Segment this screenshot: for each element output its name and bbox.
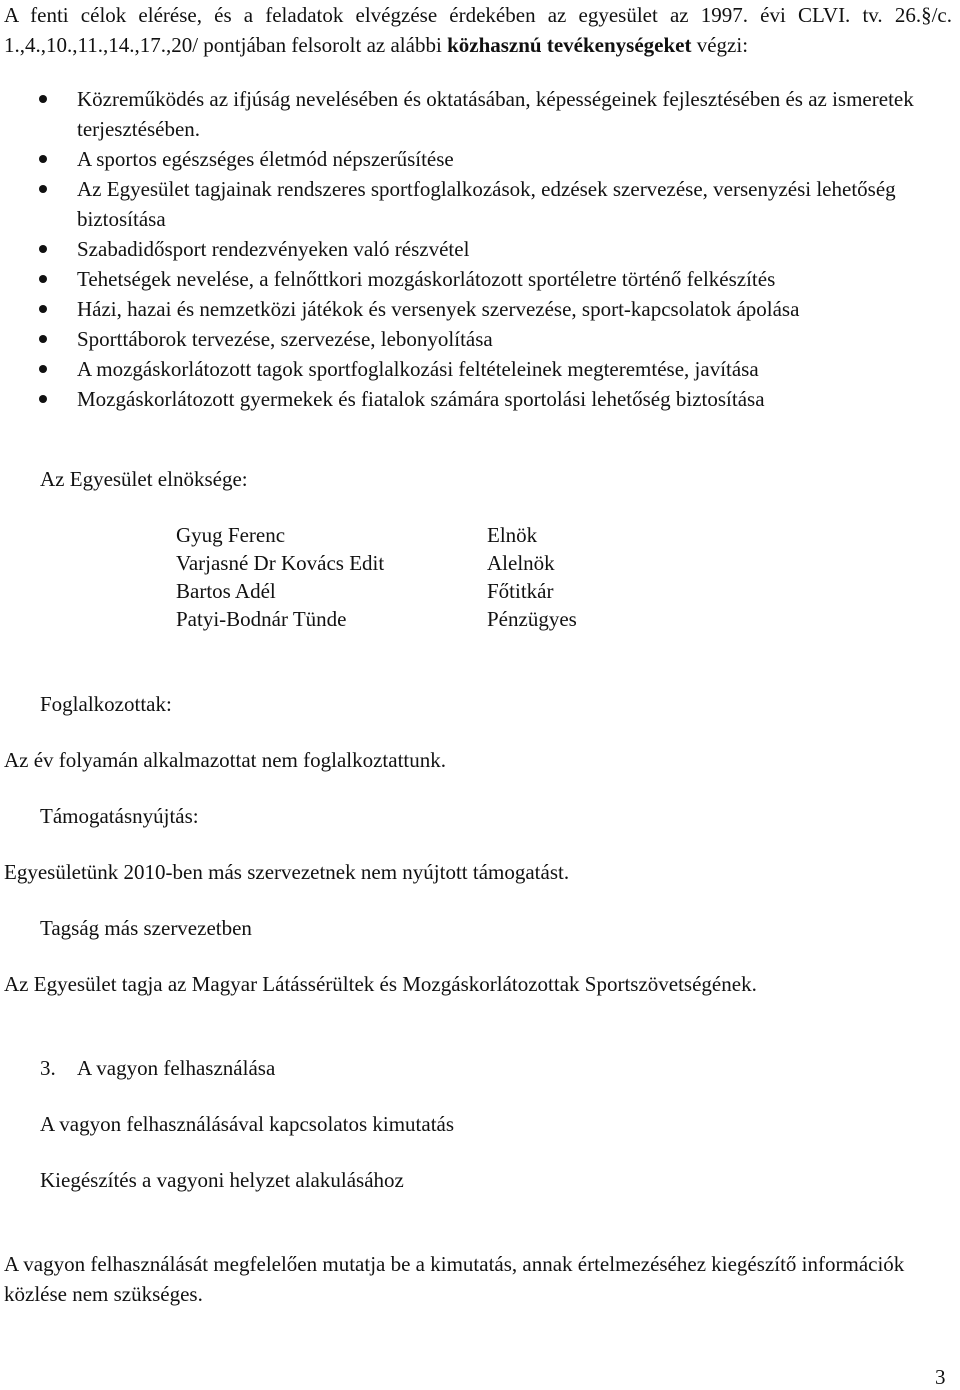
- activity-text: Az Egyesület tagjainak rendszeres sportfoglalkozások, edzések szervezése, versenyzési lehetőség biztosítása: [77, 177, 896, 231]
- employees-heading: Foglalkozottak:: [40, 692, 172, 716]
- list-item: [0, 234, 960, 264]
- activity-text: Mozgáskorlátozott gyermekek és fiatalok számára sportolási lehetőség biztosítása: [77, 387, 765, 411]
- activity-text: A sportos egészséges életmód népszerűsítése: [77, 147, 454, 171]
- bullet-icon: [39, 395, 47, 403]
- member-role: Elnök: [487, 523, 538, 547]
- support-heading: Támogatásnyújtás:: [40, 804, 199, 828]
- board-row: [176, 548, 676, 576]
- list-item: [0, 324, 960, 354]
- activity-text: Sporttáborok tervezése, szervezése, lebonyolítása: [77, 327, 493, 351]
- intro-bold-text: közhasznú tevékenységeket: [447, 33, 692, 57]
- board-table: [176, 520, 676, 632]
- page-number: 3: [935, 1365, 946, 1389]
- membership-heading: Tagság más szervezetben: [40, 916, 252, 940]
- list-item: [0, 264, 960, 294]
- section-title: A vagyon felhasználása: [77, 1056, 276, 1080]
- bullet-icon: [39, 95, 47, 103]
- member-name: Bartos Adél: [176, 579, 276, 603]
- assets-subtitle-report: A vagyon felhasználásával kapcsolatos kimutatás: [40, 1112, 455, 1136]
- member-role: Alelnök: [487, 551, 555, 575]
- bullet-icon: [39, 365, 47, 373]
- list-item: [0, 354, 960, 384]
- intro-paragraph: [4, 0, 952, 60]
- list-item: [0, 144, 960, 174]
- board-heading: Az Egyesület elnöksége:: [40, 467, 248, 491]
- bullet-icon: [39, 185, 47, 193]
- board-row: [176, 604, 676, 632]
- bullet-icon: [39, 155, 47, 163]
- bullet-icon: [39, 245, 47, 253]
- board-row: [176, 520, 676, 548]
- member-name: Varjasné Dr Kovács Edit: [176, 551, 385, 575]
- membership-text: Az Egyesület tagja az Magyar Látássérültek és Mozgáskorlátozottak Sportszövetségének.: [4, 972, 757, 996]
- activity-text: Házi, hazai és nemzetközi játékok és versenyek szervezése, sport-kapcsolatok ápolása: [77, 297, 800, 321]
- activity-list: [0, 84, 960, 414]
- board-row: [176, 576, 676, 604]
- intro-text-part2: végzi:: [691, 33, 749, 57]
- list-item: [0, 384, 960, 414]
- assets-subtitle-supplement: Kiegészítés a vagyoni helyzet alakulásához: [40, 1168, 404, 1192]
- list-item: [0, 174, 960, 234]
- member-name: Gyug Ferenc: [176, 523, 286, 547]
- support-text: Egyesületünk 2010-ben más szervezetnek nem nyújtott támogatást.: [4, 860, 570, 884]
- intro-text-part1: A fenti célok elérése, és a feladatok elvégzése érdekében az egyesület az 1997. évi CLVI. tv. 26.§/c. 1.,4.,10.,11.,14.,17.,20/ pontjában felsorolt az alábbi: [4, 3, 952, 57]
- bullet-icon: [39, 275, 47, 283]
- activity-text: Tehetségek nevelése, a felnőttkori mozgáskorlátozott sportéletre történő felkészítés: [77, 267, 776, 291]
- activity-text: A mozgáskorlátozott tagok sportfoglalkozási feltételeinek megteremtése, javítása: [77, 357, 759, 381]
- list-item: [0, 294, 960, 324]
- member-name: Patyi-Bodnár Tünde: [176, 607, 347, 631]
- employees-text: Az év folyamán alkalmazottat nem foglalkoztattunk.: [4, 748, 447, 772]
- activity-text: Szabadidősport rendezvényeken való részvétel: [77, 237, 470, 261]
- member-role: Főtitkár: [487, 579, 554, 603]
- activity-text: Közreműködés az ifjúság nevelésében és oktatásában, képességeinek fejlesztésében és az ismeretek terjesztésében.: [77, 87, 914, 141]
- member-role: Pénzügyes: [487, 607, 577, 631]
- bullet-icon: [39, 305, 47, 313]
- assets-text: A vagyon felhasználását megfelelően mutatja be a kimutatás, annak értelmezéséhez kiegészítő információk közlése nem szükséges.: [4, 1252, 905, 1306]
- section-number: 3.: [40, 1056, 56, 1080]
- list-item: [0, 84, 960, 144]
- bullet-icon: [39, 335, 47, 343]
